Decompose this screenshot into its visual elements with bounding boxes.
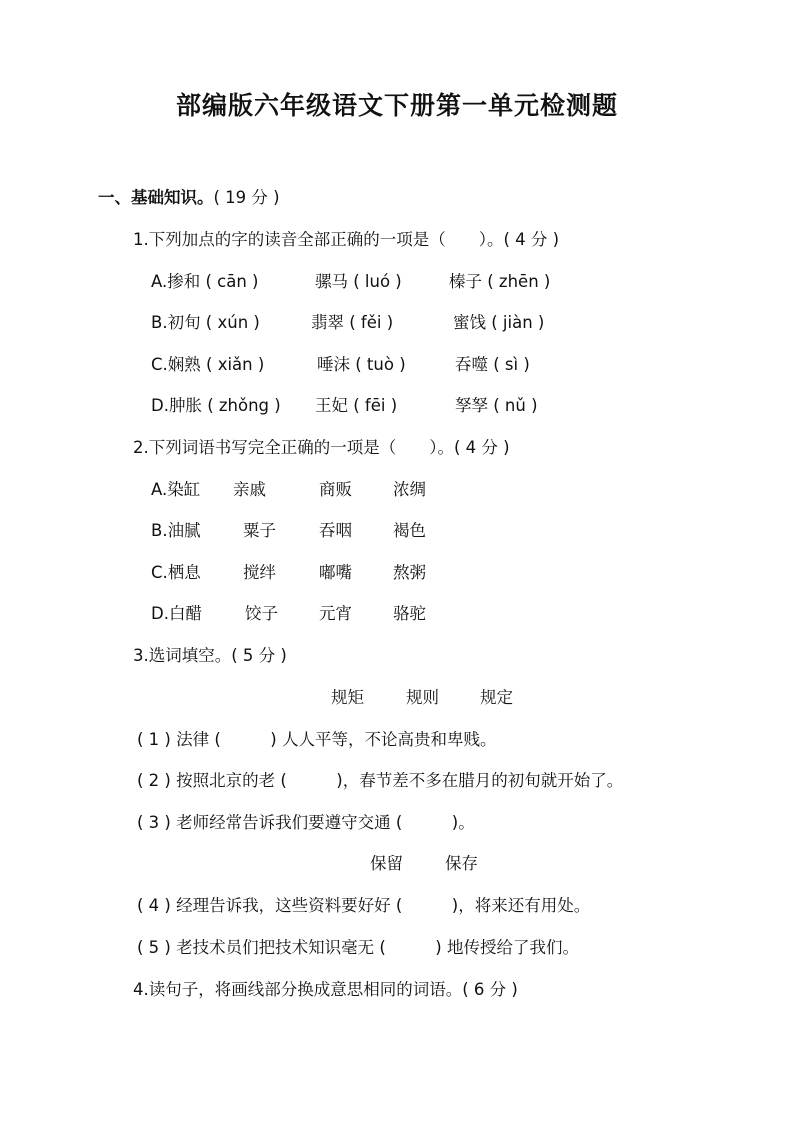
q2-option-d2: 饺子 — [245, 604, 278, 623]
q2-option-d1: D.白醋 — [151, 604, 202, 623]
q3-wordbank1-word1: 规矩 — [331, 688, 364, 707]
page-title: 部编版六年级语文下册第一单元检测题 — [175, 91, 618, 120]
q3-wordbank2-word2: 保存 — [445, 854, 478, 873]
q1-option-c1: C.娴熟 ( xiǎn ) — [151, 355, 265, 374]
q2-option-c3: 嘟嘴 — [319, 563, 352, 582]
q1-option-a1: A.掺和 ( cān ) — [151, 272, 259, 291]
q3-item-4: ( 4 ) 经理告诉我，这些资料要好好 ( )，将来还有用处。 — [137, 896, 591, 915]
q3-wordbank2-word1: 保留 — [370, 854, 403, 873]
q1-option-d2: 王妃 ( fēi ) — [315, 396, 398, 415]
section-heading-text: 一、基础知识。 — [98, 188, 214, 207]
q3-stem: 3.选词填空。( 5 分 ) — [133, 646, 287, 665]
q3-wordbank1-word3: 规定 — [480, 688, 513, 707]
q2-option-b2: 粟子 — [243, 521, 276, 540]
q1-option-b2: 翡翠 ( fěi ) — [311, 313, 394, 332]
q2-option-a4: 浓绸 — [393, 480, 426, 499]
q2-option-c1: C.栖息 — [151, 563, 201, 582]
q2-option-d4: 骆驼 — [393, 604, 426, 623]
q1-option-b3: 蜜饯 ( jiàn ) — [453, 313, 545, 332]
q1-option-a3: 榛子 ( zhēn ) — [449, 272, 551, 291]
q2-option-d3: 元宵 — [319, 604, 352, 623]
q3-item-3: ( 3 ) 老师经常告诉我们要遵守交通 ( )。 — [137, 813, 475, 832]
q2-option-b1: B.油腻 — [151, 521, 201, 540]
q1-option-c3: 吞噬 ( sì ) — [455, 355, 530, 374]
q2-option-c2: 搅绊 — [243, 563, 276, 582]
section-points: ( 19 分 ) — [213, 188, 280, 207]
q2-option-b3: 吞咽 — [319, 521, 352, 540]
q1-option-a2: 骡马 ( luó ) — [315, 272, 402, 291]
q1-option-d3: 孥孥 ( nǔ ) — [455, 396, 538, 415]
q2-option-a3: 商贩 — [319, 480, 352, 499]
q3-item-5: ( 5 ) 老技术员们把技术知识毫无 ( ) 地传授给了我们。 — [137, 938, 579, 957]
q4-stem: 4.读句子，将画线部分换成意思相同的词语。( 6 分 ) — [133, 980, 518, 999]
q1-stem: 1.下列加点的字的读音全部正确的一项是（ ）。( 4 分 ) — [133, 230, 560, 249]
q2-stem: 2.下列词语书写完全正确的一项是（ ）。( 4 分 ) — [133, 438, 510, 457]
q2-option-a2: 亲戚 — [233, 480, 266, 499]
q3-item-1: ( 1 ) 法律 ( ) 人人平等，不论高贵和卑贱。 — [137, 730, 497, 749]
q3-wordbank1-word2: 规则 — [406, 688, 439, 707]
section-heading — [98, 187, 280, 209]
q3-item-2: ( 2 ) 按照北京的老 ( )，春节差不多在腊月的初旬就开始了。 — [137, 771, 624, 790]
q1-option-c2: 唾沫 ( tuò ) — [317, 355, 406, 374]
q1-option-b1: B.初旬 ( xún ) — [151, 313, 260, 332]
q2-option-c4: 熬粥 — [393, 563, 426, 582]
q2-option-b4: 褐色 — [393, 521, 426, 540]
q1-option-d1: D.肿胀 ( zhǒng ) — [151, 396, 281, 415]
q2-option-a1: A.染缸 — [151, 480, 201, 499]
